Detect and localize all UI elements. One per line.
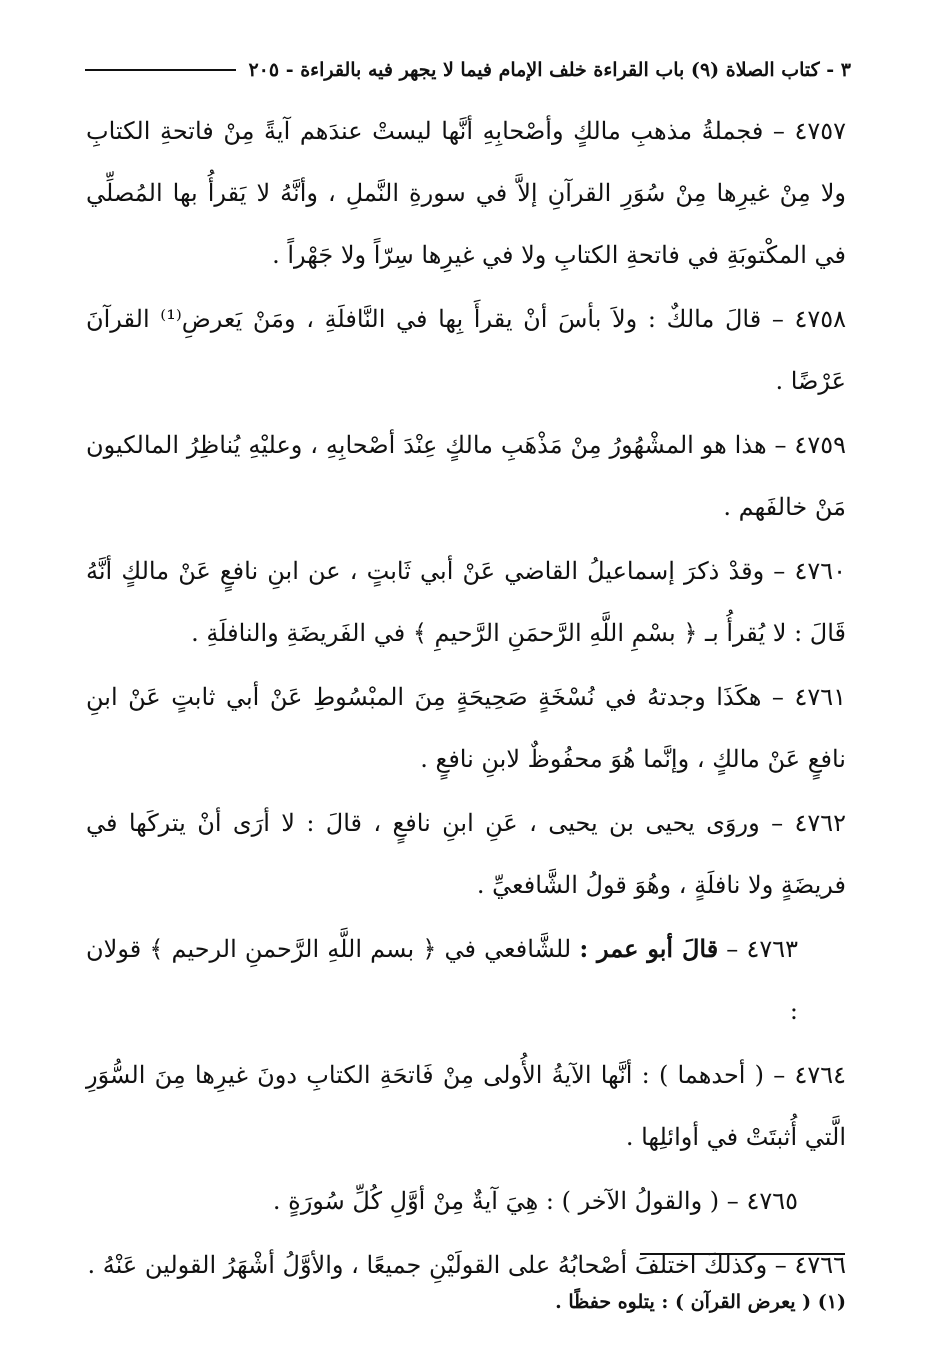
paragraph-number: ٤٧٥٨ — [794, 305, 847, 333]
paragraph-4758: ٤٧٥٨ – قالَ مالكٌ : ولاَ بأسَ أنْ يقرأَ بِها في النَّافلَةِ ، ومَنْ يَعرضِ⁽¹⁾ القرآنَ عَرْضًا . — [86, 305, 847, 395]
paragraph-text: ( والقولُ الآخر ) : هِيَ آيةٌ مِنْ أوَّلِ كُلِّ سُورَةٍ . — [272, 1187, 720, 1215]
paragraph-number: ٤٧٦٠ — [794, 557, 847, 585]
paragraph-4761: ٤٧٦١ – هكَذَا وجدتهُ في نُسْخَةٍ صَحِيحَةٍ مِنَ المبْسُوطِ عَنْ أبي ثابتٍ عَنْ ابنِ نافعٍ عَنْ مالكٍ ، وإنَّما هُوَ محفُوظٌ لابنِ نافعٍ . — [86, 683, 846, 773]
paragraph-number: ٤٧٦٤ — [794, 1061, 846, 1089]
paragraph-lead: قالَ أبو عمر : — [579, 934, 719, 963]
paragraph-text: فجملةُ مذهبِ مالكٍ وأصْحابِهِ أنَّها ليستْ عندَهم آيةً مِنْ فاتحةِ الكتابِ ولا مِنْ غيرِها مِنْ سُوَرِ القرآنِ إلاَّ في سورةِ النَّملِ ، وأنَّهُ لا يَقرأُ بها المُصلِّي في المكْتوبَةِ في فاتحةِ الكتابِ ولا في غيرِها سِرّاً ولا جَهْراً . — [86, 117, 846, 269]
paragraph-text: وقدْ ذكرَ إسماعيلُ القاضي عَنْ أبي ثَابتٍ ، عن ابنِ نافعٍ عَنْ مالكٍ أنَّهُ قَالَ : لا يُقرأُ بـ ﴿ بسْمِ اللَّهِ الرَّحمَنِ الرَّحيمِ ﴾ في الفَريضَةِ والنافلَةِ . — [86, 557, 846, 647]
paragraph-4765: ٤٧٦٥ – ( والقولُ الآخر ) : هِيَ آيةٌ مِنْ أوَّلِ كُلِّ سُورَةٍ . — [272, 1187, 798, 1215]
paragraph-4760: ٤٧٦٠ – وقدْ ذكرَ إسماعيلُ القاضي عَنْ أبي ثَابتٍ ، عن ابنِ نافعٍ عَنْ مالكٍ أنَّهُ قَالَ : لا يُقرأُ بـ ﴿ بسْمِ اللَّهِ الرَّحمَنِ الرَّحيمِ ﴾ في الفَريضَةِ والنافلَةِ . — [86, 557, 847, 647]
paragraph-4762: ٤٧٦٢ – وروَى يحيى بن يحيى ، عَنِ ابنِ نافعٍ ، قالَ : لا أرَى أنْ يتركَها في فريضَةٍ ولا نافلَةٍ ، وهُوَ قولُ الشَّافعيِّ . — [86, 809, 847, 899]
footnote: (١) ( يعرض القرآن ) : يتلوه حفظًا . — [555, 1291, 846, 1313]
paragraph-number: ٤٧٦٢ — [794, 809, 847, 837]
paragraph-number: ٤٧٦٦ — [794, 1251, 846, 1279]
paragraph-text: هذا هو المشْهُورُ مِنْ مَذْهَبِ مالكٍ عِنْدَ أصْحابِهِ ، وعليْهِ يُناظِرُ المالكيون مَنْ خالفَهم . — [86, 431, 846, 521]
paragraph-text: هكَذَا وجدتهُ في نُسْخَةٍ صَحِيحَةٍ مِنَ المبْسُوطِ عَنْ أبي ثابتٍ عَنْ ابنِ نافعٍ عَنْ مالكٍ ، وإنَّما هُوَ محفُوظٌ لابنِ نافعٍ . — [86, 683, 846, 773]
footnote-rule — [640, 1253, 845, 1255]
paragraph-number: ٤٧٥٩ — [794, 431, 846, 459]
main-text — [86, 100, 846, 1298]
paragraph-4764: ٤٧٦٤ – ( أحدهما ) : أنَّها الآيةُ الأُولى مِنْ فَاتحَةِ الكتابِ دونَ غيرِها مِنَ السُّوَرِ الَّتي أُثبتَتْ في أوائلِها . — [86, 1061, 846, 1151]
paragraph-4766: ٤٧٦٦ – وكذلكَ اختلفَ أصْحابُهُ على القولَيْنِ جميعًا ، والأوَّلُ أشْهَرُ القولين عَنْهُ . — [87, 1251, 846, 1279]
paragraph-text: وروَى يحيى بن يحيى ، عَنِ ابنِ نافعٍ ، قالَ : لا أرَى أنْ يتركَها في فريضَةٍ ولا نافلَةٍ ، وهُوَ قولُ الشَّافعيِّ . — [86, 809, 846, 899]
paragraph-text: للشَّافعي في ﴿ بسم اللَّهِ الرَّحمنِ الرحيم ﴾ قولان : — [86, 935, 798, 1025]
paragraph-text: ( أحدهما ) : أنَّها الآيةُ الأُولى مِنْ فَاتحَةِ الكتابِ دونَ غيرِها مِنَ السُّوَرِ الَّتي أُثبتَتْ في أوائلِها . — [86, 1061, 846, 1151]
header-title: ٣ - كتاب الصلاة (٩) باب القراءة خلف الإمام فيما لا يجهر فيه بالقراءة - ٢٠٥ — [248, 59, 851, 81]
paragraph-4757: ٤٧٥٧ – فجملةُ مذهبِ مالكٍ وأصْحابِهِ أنَّها ليستْ عندَهم آيةً مِنْ فاتحةِ الكتابِ ولا مِنْ غيرِها مِنْ سُوَرِ القرآنِ إلاَّ في سورةِ النَّملِ ، وأنَّهُ لا يَقرأُ بها المُصلِّي في المكْتوبَةِ في فاتحةِ الكتابِ ولا في غيرِها سِرّاً ولا جَهْراً . — [86, 117, 846, 269]
running-header — [85, 50, 851, 90]
paragraph-4759: ٤٧٥٩ – هذا هو المشْهُورُ مِنْ مَذْهَبِ مالكٍ عِنْدَ أصْحابِهِ ، وعليْهِ يُناظِرُ المالكيون مَنْ خالفَهم . — [86, 431, 846, 521]
paragraph-number: ٤٧٥٧ — [794, 117, 846, 145]
paragraph-4763: ٤٧٦٣ – قالَ أبو عمر : للشَّافعي في ﴿ بسم اللَّهِ الرَّحمنِ الرحيم ﴾ قولان : — [86, 934, 798, 1025]
header-rule — [85, 69, 236, 71]
paragraph-number: ٤٧٦٥ — [746, 1187, 798, 1215]
paragraph-text: وكذلكَ اختلفَ أصْحابُهُ على القولَيْنِ جميعًا ، والأوَّلُ أشْهَرُ القولين عَنْهُ . — [87, 1251, 768, 1279]
paragraph-number: ٤٧٦٣ — [746, 935, 798, 963]
paragraph-text: قالَ مالكٌ : ولاَ بأسَ أنْ يقرأَ بِها في النَّافلَةِ ، ومَنْ يَعرضِ⁽¹⁾ القرآنَ عَرْضًا . — [86, 305, 846, 395]
paragraph-number: ٤٧٦١ — [794, 683, 846, 711]
